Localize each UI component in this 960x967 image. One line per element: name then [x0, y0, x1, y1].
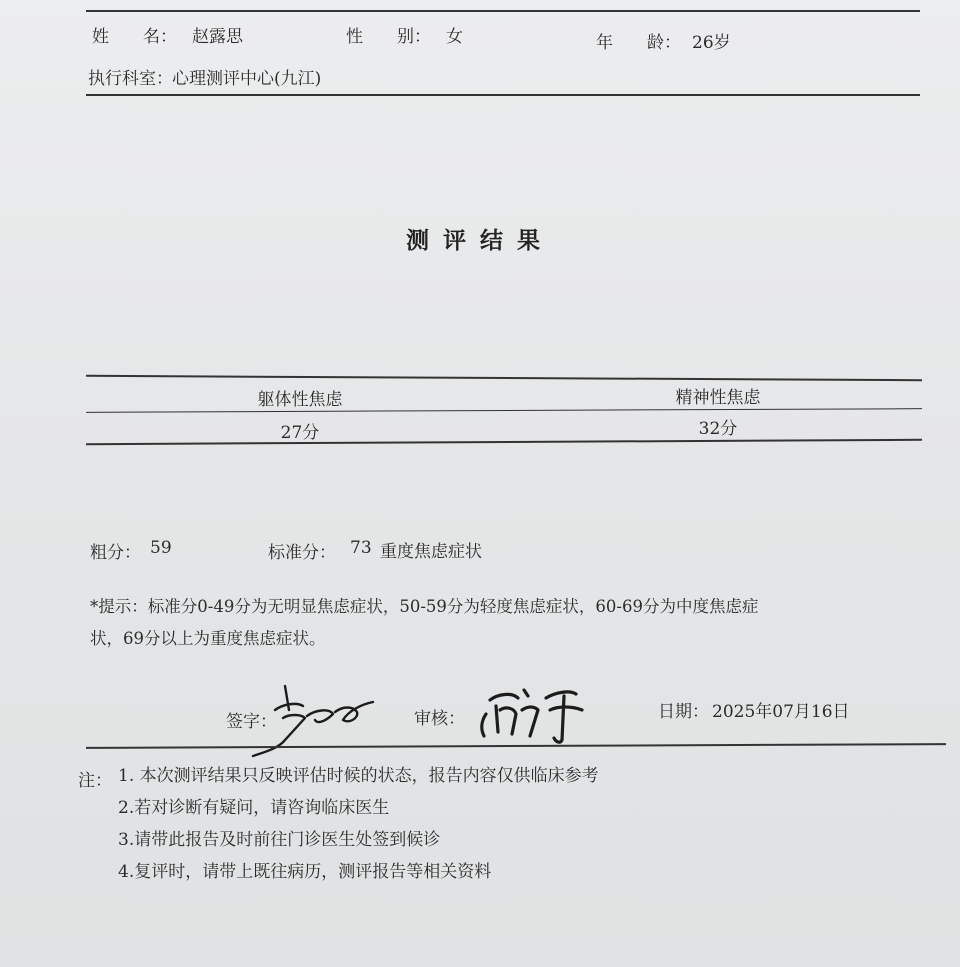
header-bottom-rule — [86, 94, 920, 96]
patient-age: 26岁 — [692, 33, 731, 53]
table-top-rule — [86, 375, 922, 381]
header-somatic-anxiety: 躯体性焦虑 — [257, 390, 343, 410]
note-item-2: 2.若对诊断有疑问，请咨询临床医生 — [118, 798, 390, 818]
standard-score-value: 73 — [350, 538, 372, 558]
raw-score-value: 59 — [150, 538, 172, 558]
dept-name: 心理测评中心(九江) — [172, 69, 322, 89]
reviewer-signature-handwriting — [472, 676, 602, 746]
report-date: 2025年07月16日 — [712, 702, 850, 722]
patient-gender: 女 — [446, 27, 463, 47]
value-somatic-anxiety: 27分 — [280, 423, 320, 443]
hint-line-1: *提示：标准分0-49分为无明显焦虑症状，50-59分为轻度焦虑症状，60-69分为中度焦虑症 — [90, 597, 759, 616]
name-label: 姓 名： — [92, 27, 177, 47]
notes-prefix: 注： — [78, 771, 112, 791]
header-mental-anxiety: 精神性焦虑 — [675, 388, 761, 408]
raw-score-label: 粗分： — [90, 543, 141, 563]
note-item-3: 3.请带此报告及时前往门诊医生处签到候诊 — [118, 830, 441, 850]
age-label: 年 龄： — [596, 33, 681, 53]
report-title: 测评结果 — [406, 228, 554, 254]
sign-label: 签字： — [226, 712, 277, 732]
standard-score-label: 标准分： — [268, 543, 336, 563]
review-label: 审核： — [414, 709, 465, 729]
value-mental-anxiety: 32分 — [698, 419, 738, 439]
patient-name: 赵露思 — [192, 27, 243, 47]
top-rule — [86, 10, 920, 12]
gender-label: 性 别： — [346, 27, 431, 47]
note-item-4: 4.复评时，请带上既往病历，测评报告等相关资料 — [118, 862, 492, 882]
date-label: 日期： — [658, 702, 709, 722]
score-conclusion: 重度焦虑症状 — [380, 542, 482, 562]
hint-line-2: 状，69分以上为重度焦虑症状。 — [90, 629, 326, 648]
note-item-1: 1. 本次测评结果只反映评估时候的状态，报告内容仅供临床参考 — [118, 766, 599, 786]
dept-label: 执行科室： — [88, 69, 173, 89]
